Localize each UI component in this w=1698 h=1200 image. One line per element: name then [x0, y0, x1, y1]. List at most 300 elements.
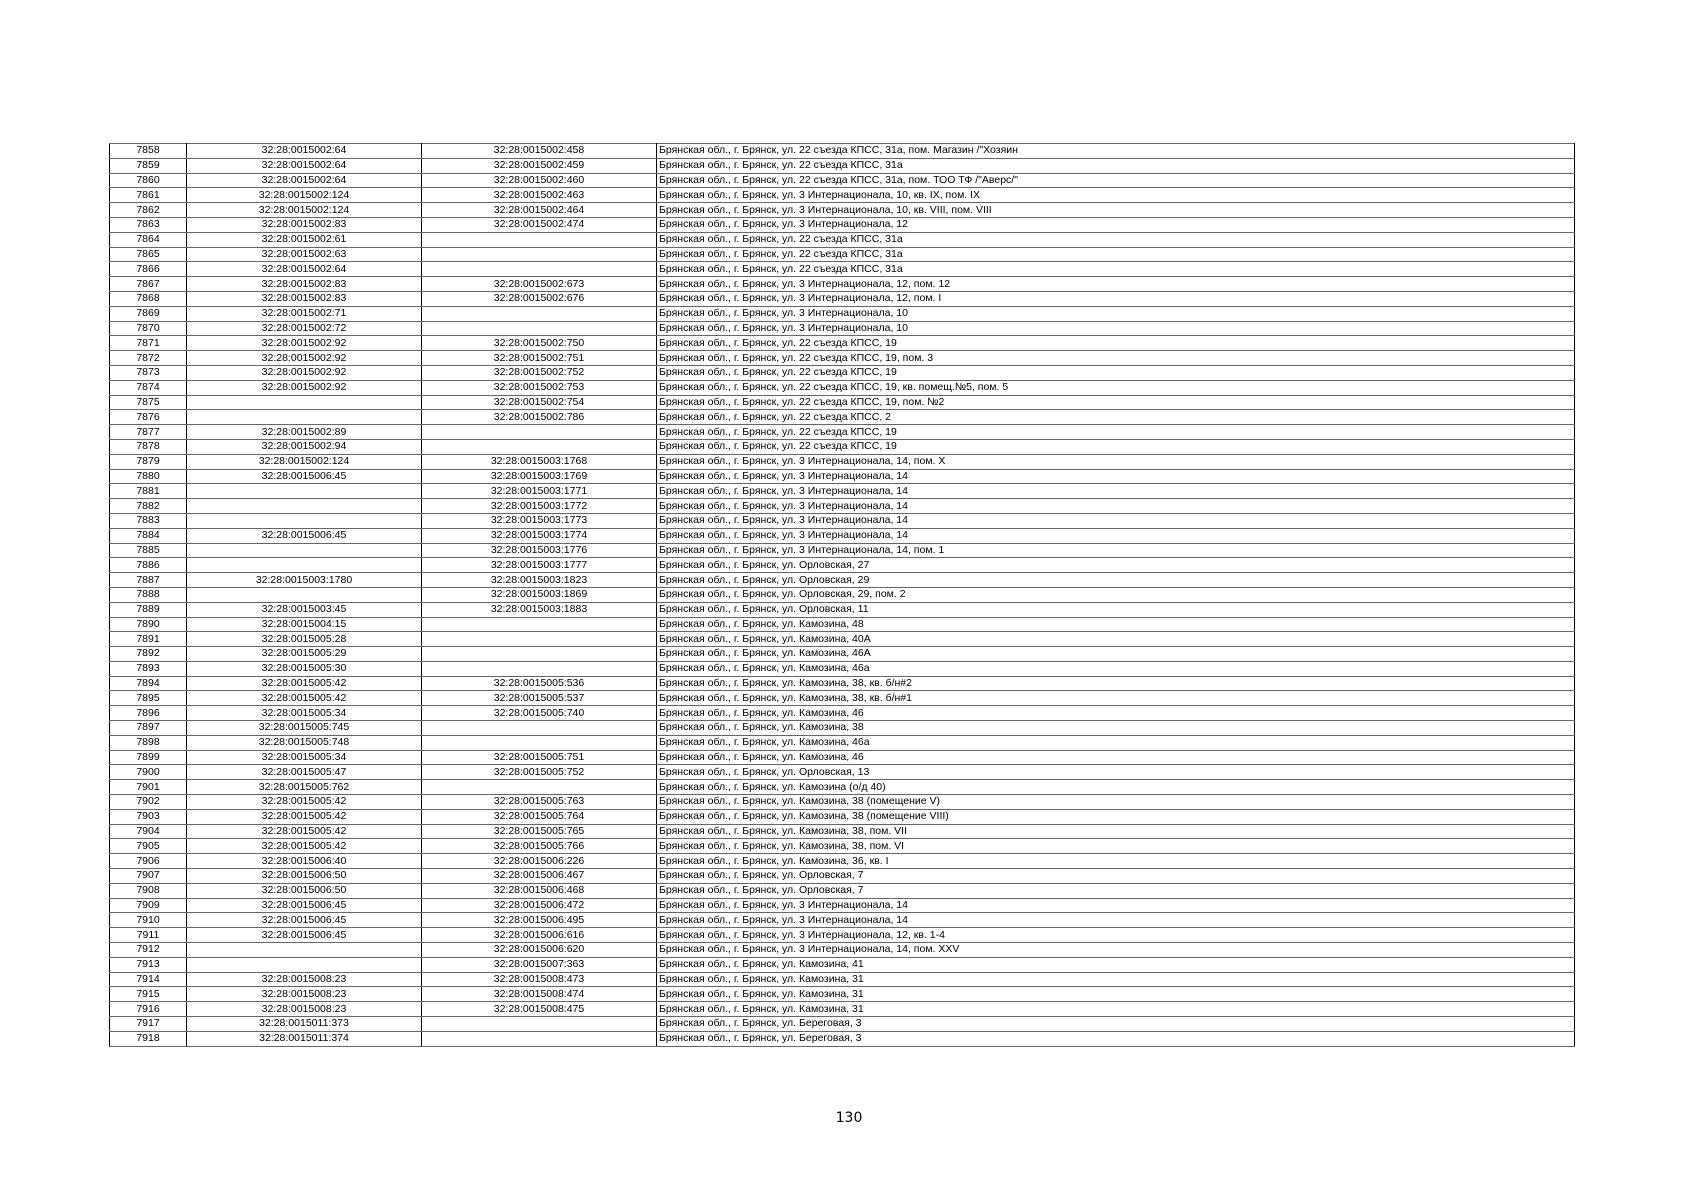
- parent-cadastral-number-cell: 32:28:0015006:45: [187, 913, 422, 928]
- address-cell: Брянская обл., г. Брянск, ул. 3 Интернационала, 14: [657, 913, 1575, 928]
- row-number-cell: 7861: [110, 188, 187, 203]
- table-row: [110, 336, 1575, 351]
- cadastral-number-cell: 32:28:0015008:475: [422, 1002, 657, 1017]
- address-cell: Брянская обл., г. Брянск, ул. Камозина, 31: [657, 1002, 1575, 1017]
- row-number-cell: 7916: [110, 1002, 187, 1017]
- parent-cadastral-number-cell: [187, 558, 422, 573]
- cadastral-number-cell: 32:28:0015006:467: [422, 869, 657, 884]
- cadastral-number-cell: [422, 1031, 657, 1046]
- address-cell: Брянская обл., г. Брянск, ул. 22 съезда КПСС, 19: [657, 425, 1575, 440]
- parent-cadastral-number-cell: 32:28:0015002:61: [187, 232, 422, 247]
- cadastral-number-cell: [422, 232, 657, 247]
- parent-cadastral-number-cell: [187, 587, 422, 602]
- table-row: [110, 573, 1575, 588]
- row-number-cell: 7880: [110, 469, 187, 484]
- parent-cadastral-number-cell: 32:28:0015002:92: [187, 351, 422, 366]
- address-cell: Брянская обл., г. Брянск, ул. 3 Интернационала, 14: [657, 898, 1575, 913]
- table-row: [110, 617, 1575, 632]
- row-number-cell: 7914: [110, 972, 187, 987]
- cadastral-number-cell: [422, 262, 657, 277]
- row-number-cell: 7909: [110, 898, 187, 913]
- address-cell: Брянская обл., г. Брянск, ул. Орловская, 13: [657, 765, 1575, 780]
- parent-cadastral-number-cell: 32:28:0015011:373: [187, 1017, 422, 1032]
- table-row: [110, 706, 1575, 721]
- table-row: [110, 499, 1575, 514]
- cadastral-number-cell: 32:28:0015005:765: [422, 824, 657, 839]
- row-number-cell: 7870: [110, 321, 187, 336]
- row-number-cell: 7883: [110, 513, 187, 528]
- address-cell: Брянская обл., г. Брянск, ул. Камозина, 38 (помещение V): [657, 795, 1575, 810]
- cadastral-number-cell: 32:28:0015005:751: [422, 750, 657, 765]
- row-number-cell: 7865: [110, 247, 187, 262]
- address-cell: Брянская обл., г. Брянск, ул. Береговая, 3: [657, 1031, 1575, 1046]
- row-number-cell: 7905: [110, 839, 187, 854]
- cadastral-number-cell: 32:28:0015005:764: [422, 809, 657, 824]
- row-number-cell: 7902: [110, 795, 187, 810]
- parent-cadastral-number-cell: 32:28:0015005:762: [187, 780, 422, 795]
- address-cell: Брянская обл., г. Брянск, ул. 3 Интернационала, 14, пом. 1: [657, 543, 1575, 558]
- parent-cadastral-number-cell: 32:28:0015005:42: [187, 824, 422, 839]
- parent-cadastral-number-cell: 32:28:0015008:23: [187, 987, 422, 1002]
- table-row: [110, 795, 1575, 810]
- table-row: [110, 351, 1575, 366]
- cadastral-number-cell: 32:28:0015006:472: [422, 898, 657, 913]
- table-row: [110, 410, 1575, 425]
- cadastral-number-cell: 32:28:0015002:460: [422, 173, 657, 188]
- parent-cadastral-number-cell: 32:28:0015006:45: [187, 898, 422, 913]
- parent-cadastral-number-cell: 32:28:0015002:83: [187, 217, 422, 232]
- parent-cadastral-number-cell: 32:28:0015006:40: [187, 854, 422, 869]
- table-row: [110, 854, 1575, 869]
- row-number-cell: 7889: [110, 602, 187, 617]
- address-cell: Брянская обл., г. Брянск, ул. 22 съезда КПСС, 2: [657, 410, 1575, 425]
- table-row: [110, 587, 1575, 602]
- row-number-cell: 7874: [110, 380, 187, 395]
- cadastral-number-cell: 32:28:0015003:1777: [422, 558, 657, 573]
- parent-cadastral-number-cell: 32:28:0015005:42: [187, 839, 422, 854]
- parent-cadastral-number-cell: 32:28:0015005:42: [187, 795, 422, 810]
- parent-cadastral-number-cell: [187, 943, 422, 958]
- address-cell: Брянская обл., г. Брянск, ул. 3 Интернационала, 10: [657, 321, 1575, 336]
- address-cell: Брянская обл., г. Брянск, ул. Камозина, 46А: [657, 647, 1575, 662]
- table-row: [110, 691, 1575, 706]
- cadastral-number-cell: 32:28:0015003:1768: [422, 454, 657, 469]
- parent-cadastral-number-cell: 32:28:0015002:72: [187, 321, 422, 336]
- table-row: [110, 558, 1575, 573]
- row-number-cell: 7911: [110, 928, 187, 943]
- table-row: [110, 913, 1575, 928]
- table-row: [110, 262, 1575, 277]
- address-cell: Брянская обл., г. Брянск, ул. Камозина, 38: [657, 721, 1575, 736]
- address-cell: Брянская обл., г. Брянск, ул. 22 съезда КПСС, 19, пом. №2: [657, 395, 1575, 410]
- row-number-cell: 7917: [110, 1017, 187, 1032]
- row-number-cell: 7896: [110, 706, 187, 721]
- table-row: [110, 395, 1575, 410]
- address-cell: Брянская обл., г. Брянск, ул. Камозина, 38, кв. б/н#2: [657, 676, 1575, 691]
- cadastral-number-cell: [422, 780, 657, 795]
- address-cell: Брянская обл., г. Брянск, ул. 3 Интернационала, 14: [657, 513, 1575, 528]
- cadastral-number-cell: [422, 632, 657, 647]
- cadastral-number-cell: 32:28:0015008:474: [422, 987, 657, 1002]
- cadastral-number-cell: 32:28:0015002:463: [422, 188, 657, 203]
- table-row: [110, 750, 1575, 765]
- row-number-cell: 7858: [110, 144, 187, 159]
- address-cell: Брянская обл., г. Брянск, ул. 3 Интернационала, 14: [657, 469, 1575, 484]
- address-cell: Брянская обл., г. Брянск, ул. 3 Интернационала, 10, кв. IX, пом. IX: [657, 188, 1575, 203]
- parent-cadastral-number-cell: 32:28:0015006:50: [187, 869, 422, 884]
- cadastral-number-cell: 32:28:0015002:786: [422, 410, 657, 425]
- table-row: [110, 780, 1575, 795]
- table-row: [110, 439, 1575, 454]
- cadastral-registry-table: [109, 143, 1575, 1047]
- table-row: [110, 454, 1575, 469]
- row-number-cell: 7912: [110, 943, 187, 958]
- address-cell: Брянская обл., г. Брянск, ул. Камозина, 41: [657, 957, 1575, 972]
- address-cell: Брянская обл., г. Брянск, ул. 3 Интернационала, 14: [657, 528, 1575, 543]
- row-number-cell: 7895: [110, 691, 187, 706]
- row-number-cell: 7903: [110, 809, 187, 824]
- row-number-cell: 7898: [110, 735, 187, 750]
- address-cell: Брянская обл., г. Брянск, ул. Камозина (о/д 40): [657, 780, 1575, 795]
- address-cell: Брянская обл., г. Брянск, ул. 3 Интернационала, 10, кв. VIII, пом. VIII: [657, 203, 1575, 218]
- parent-cadastral-number-cell: 32:28:0015003:1780: [187, 573, 422, 588]
- row-number-cell: 7882: [110, 499, 187, 514]
- parent-cadastral-number-cell: 32:28:0015005:748: [187, 735, 422, 750]
- address-cell: Брянская обл., г. Брянск, ул. 22 съезда КПСС, 19, пом. 3: [657, 351, 1575, 366]
- table-row: [110, 232, 1575, 247]
- cadastral-number-cell: [422, 647, 657, 662]
- address-cell: Брянская обл., г. Брянск, ул. 3 Интернационала, 14, пом. XXV: [657, 943, 1575, 958]
- table-row: [110, 839, 1575, 854]
- table-row: [110, 247, 1575, 262]
- address-cell: Брянская обл., г. Брянск, ул. Орловская, 7: [657, 883, 1575, 898]
- table-row: [110, 380, 1575, 395]
- cadastral-number-cell: 32:28:0015002:464: [422, 203, 657, 218]
- cadastral-number-cell: [422, 1017, 657, 1032]
- table-row: [110, 632, 1575, 647]
- address-cell: Брянская обл., г. Брянск, ул. Орловская, 29: [657, 573, 1575, 588]
- parent-cadastral-number-cell: 32:28:0015006:45: [187, 928, 422, 943]
- parent-cadastral-number-cell: 32:28:0015002:64: [187, 262, 422, 277]
- table-row: [110, 661, 1575, 676]
- cadastral-number-cell: 32:28:0015003:1823: [422, 573, 657, 588]
- cadastral-number-cell: 32:28:0015002:751: [422, 351, 657, 366]
- row-number-cell: 7859: [110, 158, 187, 173]
- cadastral-number-cell: [422, 617, 657, 632]
- cadastral-number-cell: 32:28:0015003:1771: [422, 484, 657, 499]
- parent-cadastral-number-cell: 32:28:0015002:94: [187, 439, 422, 454]
- table-row: [110, 217, 1575, 232]
- row-number-cell: 7901: [110, 780, 187, 795]
- row-number-cell: 7884: [110, 528, 187, 543]
- parent-cadastral-number-cell: 32:28:0015002:64: [187, 158, 422, 173]
- parent-cadastral-number-cell: 32:28:0015005:42: [187, 691, 422, 706]
- table-row: [110, 484, 1575, 499]
- row-number-cell: 7904: [110, 824, 187, 839]
- row-number-cell: 7899: [110, 750, 187, 765]
- parent-cadastral-number-cell: 32:28:0015008:23: [187, 1002, 422, 1017]
- table-row: [110, 883, 1575, 898]
- parent-cadastral-number-cell: [187, 410, 422, 425]
- address-cell: Брянская обл., г. Брянск, ул. Камозина, 40А: [657, 632, 1575, 647]
- cadastral-number-cell: 32:28:0015006:226: [422, 854, 657, 869]
- parent-cadastral-number-cell: [187, 499, 422, 514]
- cadastral-number-cell: 32:28:0015006:616: [422, 928, 657, 943]
- table-row: [110, 676, 1575, 691]
- parent-cadastral-number-cell: [187, 543, 422, 558]
- address-cell: Брянская обл., г. Брянск, ул. 22 съезда КПСС, 31а, пом. Магазин /"Хозяин: [657, 144, 1575, 159]
- row-number-cell: 7900: [110, 765, 187, 780]
- parent-cadastral-number-cell: 32:28:0015006:45: [187, 528, 422, 543]
- address-cell: Брянская обл., г. Брянск, ул. Камозина, 38, пом. VII: [657, 824, 1575, 839]
- table-row: [110, 809, 1575, 824]
- cadastral-number-cell: 32:28:0015006:468: [422, 883, 657, 898]
- row-number-cell: 7872: [110, 351, 187, 366]
- address-cell: Брянская обл., г. Брянск, ул. 22 съезда КПСС, 31а, пом. ТОО ТФ /"Аверс/": [657, 173, 1575, 188]
- cadastral-number-cell: 32:28:0015002:752: [422, 365, 657, 380]
- row-number-cell: 7864: [110, 232, 187, 247]
- parent-cadastral-number-cell: 32:28:0015005:28: [187, 632, 422, 647]
- address-cell: Брянская обл., г. Брянск, ул. 22 съезда КПСС, 31а: [657, 247, 1575, 262]
- address-cell: Брянская обл., г. Брянск, ул. 22 съезда КПСС, 31а: [657, 232, 1575, 247]
- cadastral-number-cell: 32:28:0015002:474: [422, 217, 657, 232]
- table-row: [110, 972, 1575, 987]
- table-row: [110, 513, 1575, 528]
- address-cell: Брянская обл., г. Брянск, ул. 22 съезда КПСС, 19: [657, 365, 1575, 380]
- cadastral-number-cell: 32:28:0015002:754: [422, 395, 657, 410]
- address-cell: Брянская обл., г. Брянск, ул. Камозина, 38 (помещение VIII): [657, 809, 1575, 824]
- table-row: [110, 543, 1575, 558]
- row-number-cell: 7860: [110, 173, 187, 188]
- row-number-cell: 7897: [110, 721, 187, 736]
- parent-cadastral-number-cell: [187, 513, 422, 528]
- row-number-cell: 7886: [110, 558, 187, 573]
- parent-cadastral-number-cell: 32:28:0015005:30: [187, 661, 422, 676]
- cadastral-number-cell: [422, 661, 657, 676]
- address-cell: Брянская обл., г. Брянск, ул. Орловская, 29, пом. 2: [657, 587, 1575, 602]
- parent-cadastral-number-cell: 32:28:0015005:34: [187, 706, 422, 721]
- parent-cadastral-number-cell: 32:28:0015005:29: [187, 647, 422, 662]
- parent-cadastral-number-cell: 32:28:0015002:83: [187, 291, 422, 306]
- row-number-cell: 7877: [110, 425, 187, 440]
- address-cell: Брянская обл., г. Брянск, ул. Камозина, 46а: [657, 661, 1575, 676]
- row-number-cell: 7866: [110, 262, 187, 277]
- row-number-cell: 7915: [110, 987, 187, 1002]
- parent-cadastral-number-cell: 32:28:0015002:92: [187, 365, 422, 380]
- address-cell: Брянская обл., г. Брянск, ул. Береговая, 3: [657, 1017, 1575, 1032]
- address-cell: Брянская обл., г. Брянск, ул. Орловская, 27: [657, 558, 1575, 573]
- address-cell: Брянская обл., г. Брянск, ул. Камозина, 31: [657, 972, 1575, 987]
- row-number-cell: 7906: [110, 854, 187, 869]
- cadastral-number-cell: [422, 735, 657, 750]
- cadastral-number-cell: [422, 321, 657, 336]
- address-cell: Брянская обл., г. Брянск, ул. 22 съезда КПСС, 31а: [657, 158, 1575, 173]
- parent-cadastral-number-cell: 32:28:0015002:89: [187, 425, 422, 440]
- parent-cadastral-number-cell: 32:28:0015002:63: [187, 247, 422, 262]
- table-row: [110, 528, 1575, 543]
- table-row: [110, 721, 1575, 736]
- row-number-cell: 7862: [110, 203, 187, 218]
- table-row: [110, 943, 1575, 958]
- row-number-cell: 7881: [110, 484, 187, 499]
- address-cell: Брянская обл., г. Брянск, ул. Орловская, 7: [657, 869, 1575, 884]
- cadastral-number-cell: 32:28:0015005:766: [422, 839, 657, 854]
- parent-cadastral-number-cell: 32:28:0015002:124: [187, 203, 422, 218]
- parent-cadastral-number-cell: 32:28:0015005:42: [187, 676, 422, 691]
- table-row: [110, 365, 1575, 380]
- address-cell: Брянская обл., г. Брянск, ул. 3 Интернационала, 12, пом. 12: [657, 277, 1575, 292]
- table-row: [110, 1002, 1575, 1017]
- cadastral-number-cell: 32:28:0015002:459: [422, 158, 657, 173]
- row-number-cell: 7887: [110, 573, 187, 588]
- cadastral-number-cell: 32:28:0015002:753: [422, 380, 657, 395]
- table-row: [110, 277, 1575, 292]
- table-row: [110, 765, 1575, 780]
- address-cell: Брянская обл., г. Брянск, ул. 22 съезда КПСС, 19, кв. помещ.№5, пом. 5: [657, 380, 1575, 395]
- cadastral-number-cell: [422, 247, 657, 262]
- table-row: [110, 321, 1575, 336]
- cadastral-number-cell: 32:28:0015006:495: [422, 913, 657, 928]
- table-row: [110, 898, 1575, 913]
- row-number-cell: 7878: [110, 439, 187, 454]
- address-cell: Брянская обл., г. Брянск, ул. 3 Интернационала, 12, пом. I: [657, 291, 1575, 306]
- parent-cadastral-number-cell: 32:28:0015002:83: [187, 277, 422, 292]
- parent-cadastral-number-cell: 32:28:0015002:71: [187, 306, 422, 321]
- cadastral-number-cell: 32:28:0015007:363: [422, 957, 657, 972]
- cadastral-number-cell: 32:28:0015003:1869: [422, 587, 657, 602]
- parent-cadastral-number-cell: 32:28:0015005:745: [187, 721, 422, 736]
- cadastral-number-cell: 32:28:0015003:1776: [422, 543, 657, 558]
- address-cell: Брянская обл., г. Брянск, ул. Орловская, 11: [657, 602, 1575, 617]
- parent-cadastral-number-cell: [187, 957, 422, 972]
- cadastral-number-cell: 32:28:0015002:458: [422, 144, 657, 159]
- cadastral-number-cell: 32:28:0015003:1772: [422, 499, 657, 514]
- row-number-cell: 7907: [110, 869, 187, 884]
- cadastral-number-cell: 32:28:0015005:763: [422, 795, 657, 810]
- table-row: [110, 144, 1575, 159]
- row-number-cell: 7879: [110, 454, 187, 469]
- row-number-cell: 7875: [110, 395, 187, 410]
- address-cell: Брянская обл., г. Брянск, ул. 3 Интернационала, 14: [657, 499, 1575, 514]
- parent-cadastral-number-cell: 32:28:0015004:15: [187, 617, 422, 632]
- parent-cadastral-number-cell: 32:28:0015011:374: [187, 1031, 422, 1046]
- parent-cadastral-number-cell: 32:28:0015006:50: [187, 883, 422, 898]
- row-number-cell: 7918: [110, 1031, 187, 1046]
- parent-cadastral-number-cell: 32:28:0015002:124: [187, 188, 422, 203]
- row-number-cell: 7893: [110, 661, 187, 676]
- table-row: [110, 869, 1575, 884]
- address-cell: Брянская обл., г. Брянск, ул. 3 Интернационала, 14, пом. X: [657, 454, 1575, 469]
- cadastral-number-cell: 32:28:0015003:1769: [422, 469, 657, 484]
- cadastral-number-cell: 32:28:0015003:1774: [422, 528, 657, 543]
- row-number-cell: 7894: [110, 676, 187, 691]
- address-cell: Брянская обл., г. Брянск, ул. 3 Интернационала, 10: [657, 306, 1575, 321]
- row-number-cell: 7863: [110, 217, 187, 232]
- address-cell: Брянская обл., г. Брянск, ул. 22 съезда КПСС, 19: [657, 439, 1575, 454]
- address-cell: Брянская обл., г. Брянск, ул. Камозина, 48: [657, 617, 1575, 632]
- table-row: [110, 291, 1575, 306]
- table-row: [110, 1017, 1575, 1032]
- address-cell: Брянская обл., г. Брянск, ул. 3 Интернационала, 12, кв. 1-4: [657, 928, 1575, 943]
- cadastral-number-cell: [422, 306, 657, 321]
- address-cell: Брянская обл., г. Брянск, ул. Камозина, 46: [657, 706, 1575, 721]
- cadastral-number-cell: [422, 439, 657, 454]
- table-row: [110, 928, 1575, 943]
- row-number-cell: 7908: [110, 883, 187, 898]
- row-number-cell: 7885: [110, 543, 187, 558]
- page-number: 130: [835, 1110, 863, 1126]
- parent-cadastral-number-cell: 32:28:0015002:124: [187, 454, 422, 469]
- row-number-cell: 7873: [110, 365, 187, 380]
- cadastral-number-cell: 32:28:0015005:537: [422, 691, 657, 706]
- table-row: [110, 203, 1575, 218]
- row-number-cell: 7910: [110, 913, 187, 928]
- table-row: [110, 824, 1575, 839]
- cadastral-number-cell: [422, 425, 657, 440]
- address-cell: Брянская обл., г. Брянск, ул. Камозина, 38, пом. VI: [657, 839, 1575, 854]
- table-row: [110, 469, 1575, 484]
- address-cell: Брянская обл., г. Брянск, ул. Камозина, 36, кв. I: [657, 854, 1575, 869]
- row-number-cell: 7871: [110, 336, 187, 351]
- table-row: [110, 425, 1575, 440]
- address-cell: Брянская обл., г. Брянск, ул. 22 съезда КПСС, 31а: [657, 262, 1575, 277]
- table-row: [110, 173, 1575, 188]
- address-cell: Брянская обл., г. Брянск, ул. Камозина, 38, кв. б/н#1: [657, 691, 1575, 706]
- cadastral-number-cell: 32:28:0015003:1773: [422, 513, 657, 528]
- row-number-cell: 7867: [110, 277, 187, 292]
- row-number-cell: 7888: [110, 587, 187, 602]
- row-number-cell: 7876: [110, 410, 187, 425]
- parent-cadastral-number-cell: 32:28:0015005:47: [187, 765, 422, 780]
- parent-cadastral-number-cell: 32:28:0015006:45: [187, 469, 422, 484]
- address-cell: Брянская обл., г. Брянск, ул. Камозина, 46а: [657, 735, 1575, 750]
- table-row: [110, 1031, 1575, 1046]
- parent-cadastral-number-cell: 32:28:0015002:64: [187, 144, 422, 159]
- address-cell: Брянская обл., г. Брянск, ул. Камозина, 31: [657, 987, 1575, 1002]
- parent-cadastral-number-cell: 32:28:0015008:23: [187, 972, 422, 987]
- registry-table-body: [110, 144, 1575, 1047]
- row-number-cell: 7868: [110, 291, 187, 306]
- row-number-cell: 7890: [110, 617, 187, 632]
- parent-cadastral-number-cell: 32:28:0015002:92: [187, 380, 422, 395]
- row-number-cell: 7869: [110, 306, 187, 321]
- cadastral-number-cell: 32:28:0015002:676: [422, 291, 657, 306]
- address-cell: Брянская обл., г. Брянск, ул. 3 Интернационала, 12: [657, 217, 1575, 232]
- parent-cadastral-number-cell: 32:28:0015005:34: [187, 750, 422, 765]
- table-row: [110, 735, 1575, 750]
- parent-cadastral-number-cell: 32:28:0015005:42: [187, 809, 422, 824]
- address-cell: Брянская обл., г. Брянск, ул. Камозина, 46: [657, 750, 1575, 765]
- table-row: [110, 987, 1575, 1002]
- cadastral-number-cell: 32:28:0015005:740: [422, 706, 657, 721]
- address-cell: Брянская обл., г. Брянск, ул. 22 съезда КПСС, 19: [657, 336, 1575, 351]
- row-number-cell: 7892: [110, 647, 187, 662]
- table-row: [110, 158, 1575, 173]
- cadastral-number-cell: 32:28:0015002:673: [422, 277, 657, 292]
- cadastral-number-cell: 32:28:0015008:473: [422, 972, 657, 987]
- parent-cadastral-number-cell: 32:28:0015003:45: [187, 602, 422, 617]
- address-cell: Брянская обл., г. Брянск, ул. 3 Интернационала, 14: [657, 484, 1575, 499]
- table-row: [110, 957, 1575, 972]
- cadastral-number-cell: 32:28:0015005:752: [422, 765, 657, 780]
- table-row: [110, 306, 1575, 321]
- parent-cadastral-number-cell: 32:28:0015002:64: [187, 173, 422, 188]
- parent-cadastral-number-cell: [187, 395, 422, 410]
- table-row: [110, 602, 1575, 617]
- parent-cadastral-number-cell: [187, 484, 422, 499]
- row-number-cell: 7913: [110, 957, 187, 972]
- cadastral-number-cell: 32:28:0015002:750: [422, 336, 657, 351]
